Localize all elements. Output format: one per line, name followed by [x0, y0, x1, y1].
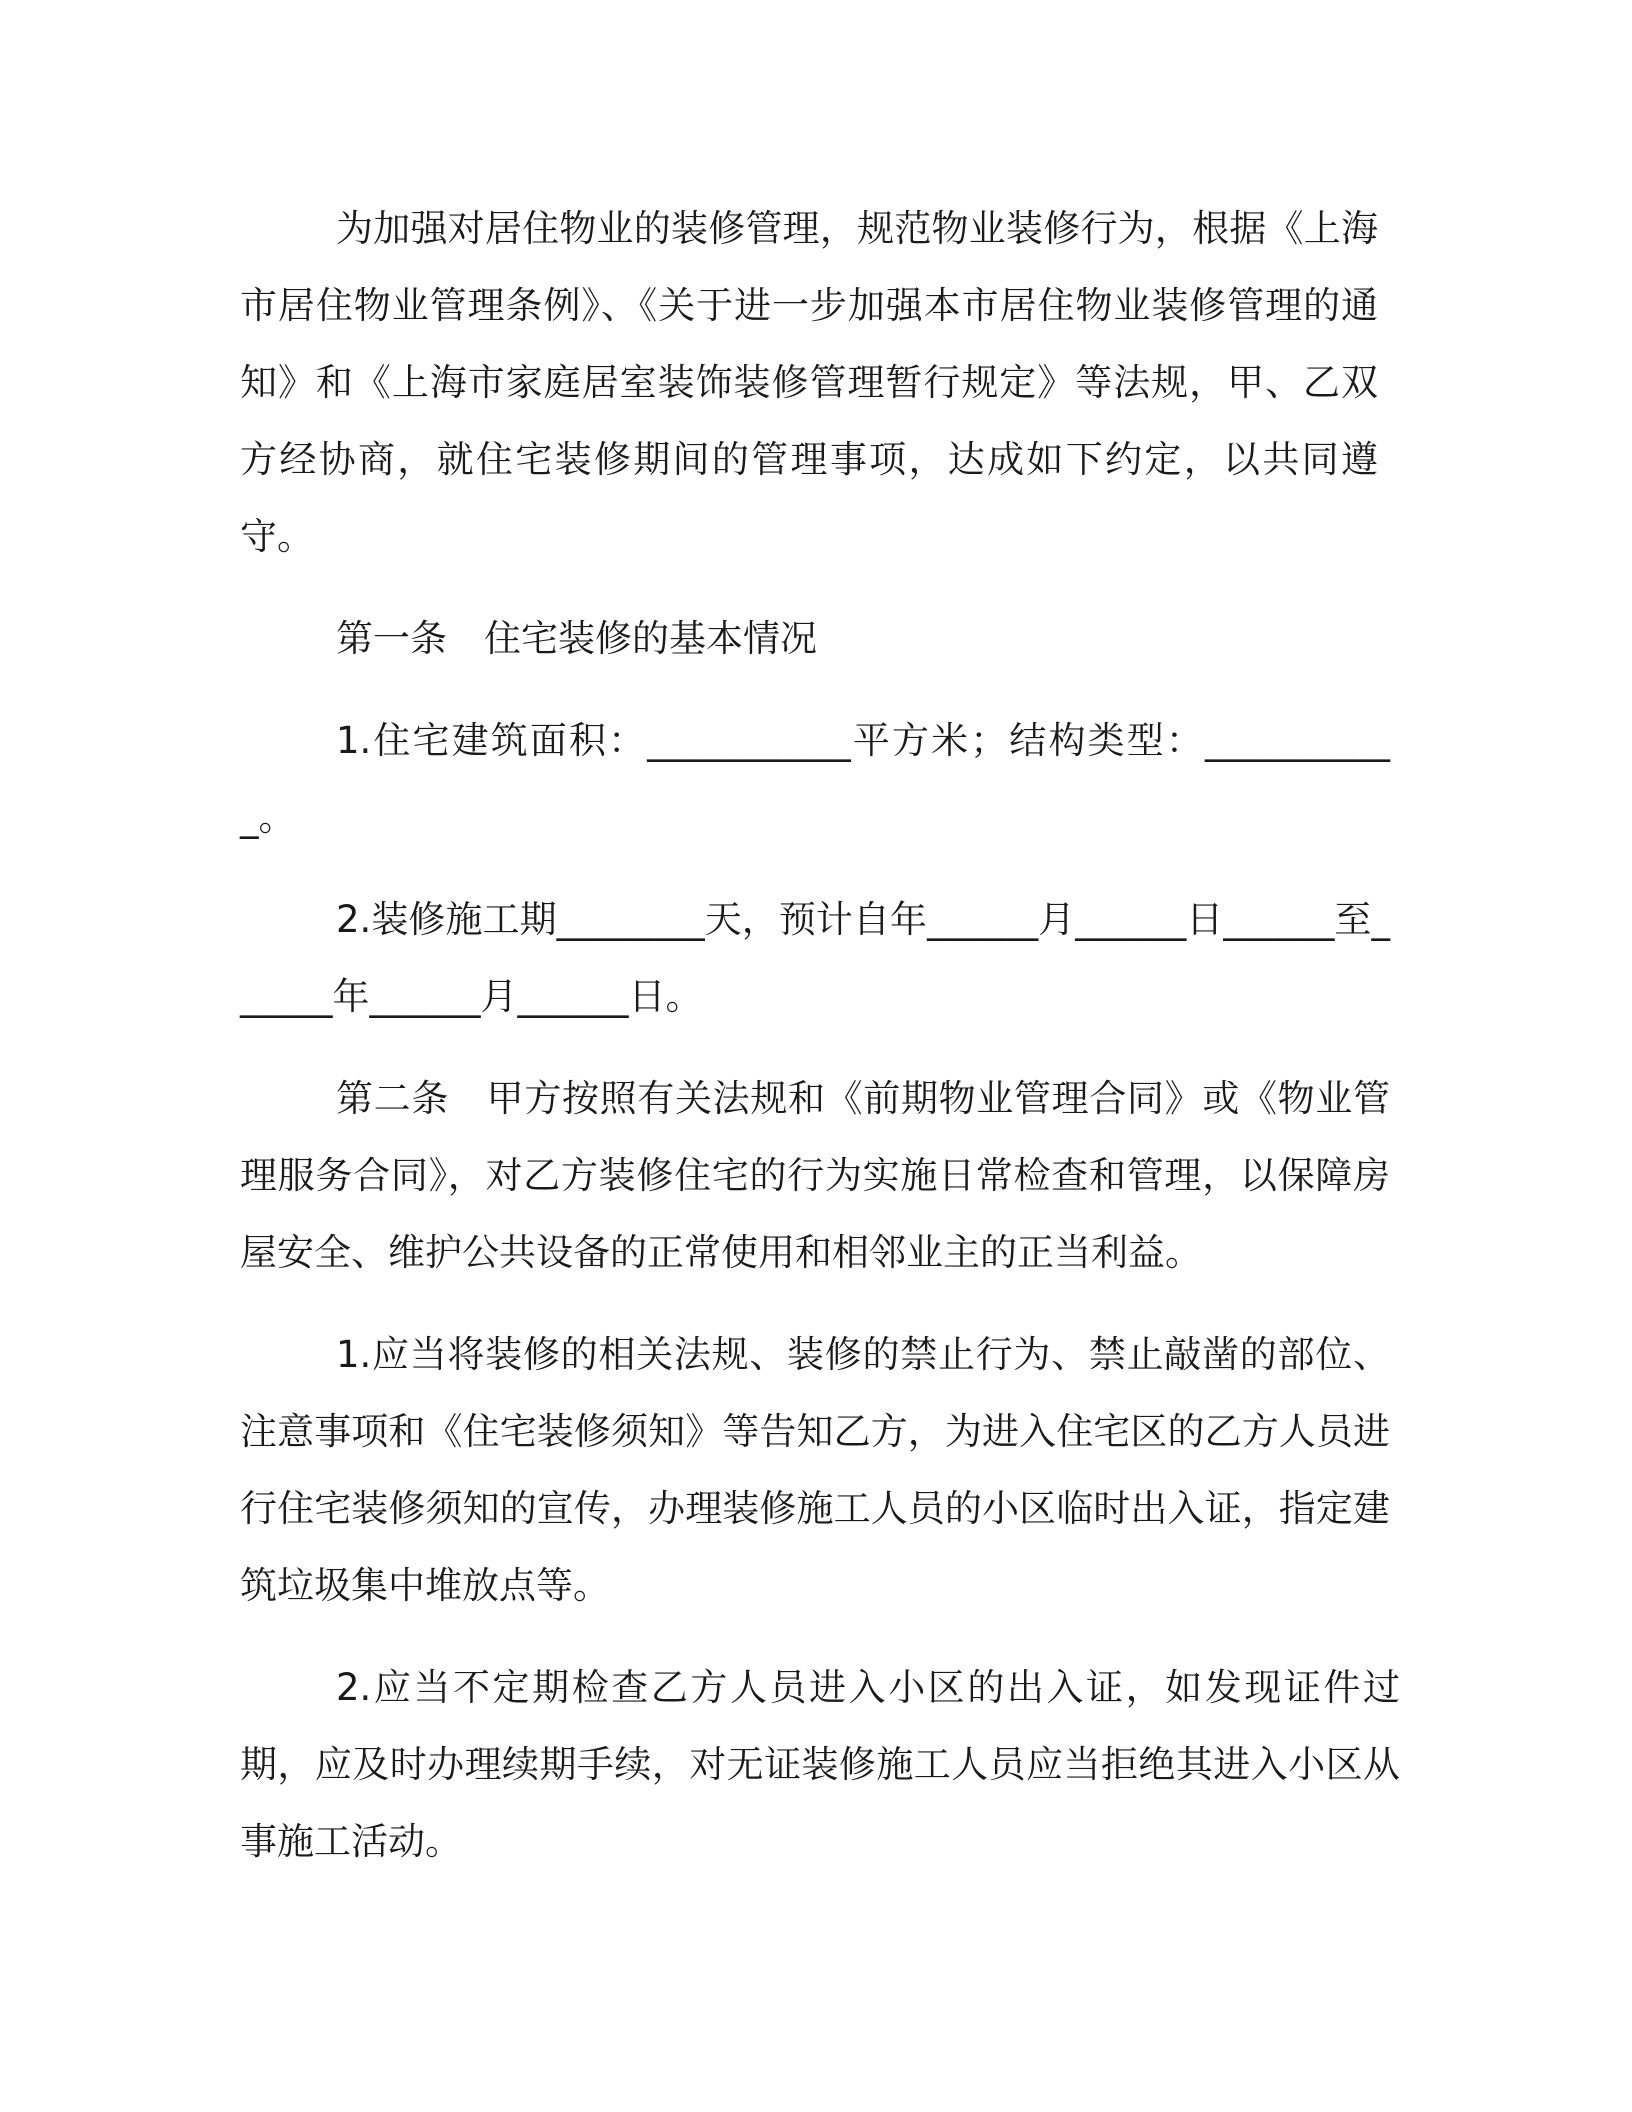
article-2-item-1: 1.应当将装修的相关法规、装修的禁止行为、禁止敲凿的部位、注意事项和《住宅装修须知》等告知乙方，为进入住宅区的乙方人员进行住宅装修须知的宣传，办理装修施工人员的小区临时出入证，指定建筑垃圾集中堆放点等。 [240, 1333, 1390, 1607]
article-2-paragraph: 第二条 甲方按照有关法规和《前期物业管理合同》或《物业管理服务合同》，对乙方装修住宅的行为实施日常检查和管理，以保障房屋安全、维护公共设备的正常使用和相邻业主的正当利益。 [240, 1077, 1390, 1274]
article-1-item-2: 2.装修施工期________天，预计自年______月______日______至______年______月______日。 [240, 898, 1390, 1018]
preamble-paragraph: 为加强对居住物业的装修管理，规范物业装修行为，根据《上海市居住物业管理条例》、《关于进一步加强本市居住物业装修管理的通知》和《上海市家庭居室装饰装修管理暂行规定》等法规，甲、乙双方经协商，就住宅装修期间的管理事项，达成如下约定，以共同遵守。 [240, 207, 1378, 558]
article-2-item-2: 2.应当不定期检查乙方人员进入小区的出入证，如发现证件过期，应及时办理续期手续，对无证装修施工人员应当拒绝其进入小区从事施工活动。 [240, 1666, 1400, 1863]
article-1-heading: 第一条 住宅装修的基本情况 [336, 617, 817, 660]
article-1-item-1: 1.住宅建筑面积：___________平方米；结构类型：___________。 [240, 719, 1390, 839]
document-page [240, 190, 1400, 1905]
